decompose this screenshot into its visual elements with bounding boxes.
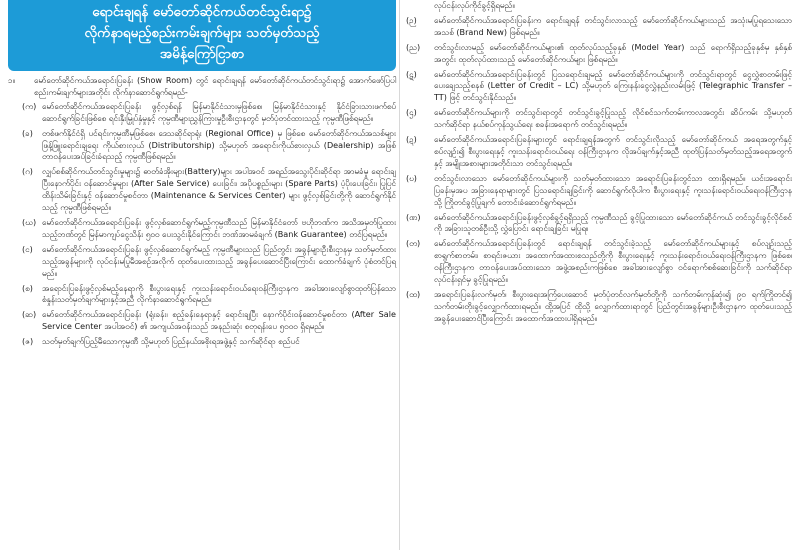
clause-number: (ဏ) (406, 211, 421, 222)
clause-text: မော်တော်ဆိုင်ကယ်အရောင်းပြခန်းဖွင့်လှစ်ခွင့်ရရှိသည့် ကုမ္ပဏီသည် ခွင့်ပြုထားသော မော်တော်ဆိုင်ကယ် တင်သွင်းခွင့်လိုင်စင်ကို အခြားသူတစ်ဦးသို့ လွှဲပြောင်း ရောင်းချခြင်း မပြုရ။ (434, 211, 792, 234)
paragraph-number: ၁။ (8, 75, 16, 85)
clause-text: မော်တော်ဆိုင်ကယ်များကို တင်သွင်းရာတွင် တင်သွင်းခွင့်ပြုသည့် လိုင်စင်သက်တမ်းကာလအတွင်း ဆိပ်ကမ်း သို့မဟုတ် သက်ဆိုင်ရာ နယ်စပ်ကုန်သွယ်ရေး စခန်းအရောက် တင်သွင်းရမည်။ (434, 107, 792, 130)
clause-nya (404, 15, 792, 39)
clause-text: မော်တော်ဆိုင်ကယ်အရောင်းပြခန်းတွင် ရောင်းချရန် တင်သွင်းခဲ့သည့် မော်တော်ဆိုင်ကယ်များနှင့် စပ်လျဉ်းသည့် စာရွက်စာတမ်း၊ စာရင်းဇယား အထောက်အထားစသည်တို့ကို စီးပွားရေးနှင့် ကူးသန်းရောင်းဝယ်ရေးဝန်ကြီးဌာနက ဖြစ်စေ၊ ဝန်ကြီးဌာနက တာဝန်ပေးအပ်ထားသော အဖွဲ့အစည်းကဖြစ်စေ အခါအားလျော်စွာ ဝင်ရောက်စစ်ဆေးခြင်းကို သက်ဆိုင်ရာ လုပ်ငန်းရှင်မှ ခွင့်ပြုရမည်။ (434, 238, 792, 285)
notice-title-banner (8, 0, 396, 71)
clause-number: (ဌ) (406, 107, 417, 118)
clause-hta (404, 289, 792, 325)
clause-number: (ဆ) (22, 309, 37, 320)
title-line-1: ရောင်းချရန် မော်တော်ဆိုင်ကယ်တင်သွင်းရာ၌ (92, 4, 312, 20)
clause-ga (8, 166, 396, 214)
clause-nna (404, 212, 792, 236)
clause-nga (8, 244, 396, 280)
clause-text: တင်သွင်းလာသော မော်တော်ဆိုင်ကယ်များကို သတ်မှတ်ထားသော အရောင်းပြခန်းတွင်သာ ထားရှိရမည်။ ယင်းအရောင်းပြခန်းမှအပ အခြားနေရာများတွင် ပြသရောင်းချခြင်းကို ဆောင်ရွက်လိုပါက စီးပွားရေးနှင့် ကူးသန်းရောင်းဝယ်ရေးဝန်ကြီးဌာနသို့ ကြိုတင်ခွင့်ပြုချက် တောင်းခံဆောင်ရွက်ရမည်။ (434, 172, 792, 207)
clause-number: (ဋ) (406, 68, 417, 79)
clause-text: လျှပ်စစ်ဆိုင်ကယ်တင်သွင်းမှုများ၌ ဓာတ်ခံအိုးများ(Battery)များ အပါအဝင် အရည်အသွေးပိုင်းဆိုင်ရာ အာမခံမှု ရောင်းချပြီးနောက်ပိုင်း ဝန်ဆောင်မှုများ (After Sale Service) ပေးခြင်း၊ အပိုပစ္စည်းများ (Spare Parts) ပံ့ပိုးပေးခြင်း၊ ပြုပြင်ထိန်းသိမ်းခြင်းနှင့် ဝန်ဆောင်မှုစင်တာ (Maintenance & Services Center) များ ဖွင့်လှစ်ခြင်းတို့ကို ဆောင်ရွက်နိုင်သည့် ကုမ္ပဏီဖြစ်ရမည်။ (42, 166, 396, 213)
clause-hsa (8, 309, 396, 333)
column-divider (399, 0, 400, 550)
clause-text: မော်တော်ဆိုင်ကယ်အရောင်းပြခန်း ဖွင့်လှစ်ရန် မြန်မာနိုင်ငံသားမှဖြစ်စေ၊ မြန်မာနိုင်ငံသားနှင့် နိုင်ငံခြားသားဖက်စပ်ဆောင်ရွက်ခြင်းဖြစ်စေ ရင်းနှီးမြှုပ်နှံမှုနှင့် ကုမ္ပဏီများညွှန်ကြားမှုဦးစီးဌာနတွင် မှတ်ပုံတင်ထားသည့် ကုမ္ပဏီဖြစ်ရမည်။ (42, 100, 396, 123)
clause-number: (ဇ) (22, 336, 34, 347)
clause-text: တစ်ဖက်နိုင်ငံရှိ ပင်ရင်းကုမ္ပဏီမှဖြစ်စေ၊ ဒေသဆိုင်ရာရုံး (Regional Office) မှ ဖြစ်စေ မော်တော်ဆိုင်ကယ်အသစ်များ ဖြန့်ဖြူးရောင်းချရေး ကိုယ်စားလှယ် (Distributorship) သို့မဟုတ် အရောင်းကိုယ်စားလှယ် (Dealership) အဖြစ် တာဝန်ပေးအပ်ခြင်းခံရသည့် ကုမ္ပဏီဖြစ်ရမည်။ (42, 127, 396, 162)
clause-number: (င) (22, 243, 33, 254)
paragraph-text: မော်တော်ဆိုင်ကယ်အရောင်းပြခန်း (Show Room) တွင် ရောင်းချရန် မော်တော်ဆိုင်ကယ်တင်သွင်းရာ၌ အောက်ဖော်ပြပါ စည်းကမ်းချက်များအတိုင်း လိုက်နာဆောင်ရွက်ရမည်- (34, 75, 396, 97)
clause-text: မော်တော်ဆိုင်ကယ်အရောင်းပြခန်း ဖွင့်လှစ်ဆောင်ရွက်မည့် ကုမ္ပဏီများသည် ပြည်တွင်း အခွန်များဦးစီးဌာနမှ သတ်မှတ်ထားသည့်အခွန်များကို လုပ်ငန်းမပြုမီအစဉ်အလိုက် ထုတ်ပေးထားသည့် အခွန်ပေးဆောင်ပြီးကြောင်း ထောက်ခံချက် ပုံစံတင်ပြရမည်။ (42, 243, 396, 278)
clause-ddha (404, 173, 792, 209)
clause-text: အရောင်းပြခန်းဖွင့်လှစ်မည့်နေရာကို စီးပွားရေးနှင့် ကူးသန်းရောင်းဝယ်ရေးဝန်ကြီးဌာနက အခါအားလျော်စွာထုတ်ပြန်သော စံနှုန်းသတ်မှတ်ချက်များနှင့်အညီ လိုက်နာဆောင်ရွက်ရမည်။ (42, 282, 396, 305)
clause-nnya (404, 42, 792, 66)
clause-number: (တ) (406, 238, 421, 249)
clause-tta (404, 69, 792, 105)
clause-ka (8, 101, 396, 125)
clause-number: (စ) (22, 282, 33, 293)
clause-htta (404, 107, 792, 131)
clause-text: အရောင်းပြခန်းလက်မှတ်၊ စီးပွားရေးအကြံပေးဆောင် မှတ်ပုံတင်လက်မှတ်တို့ကို သက်တမ်းကုန်ဆုံး၍ ၉၀ ရက်ကြိုတင်၍ သက်တမ်းတိုးခွင့်လျှောက်ထားရမည်။ ထို့အပြင် ထိုသို့ လျှောက်ထားရာတွင် ပြည်တွင်းအခွန်များဦးစီးဌာနက ထုတ်ပေးသည့် အခွန်ပေးဆောင်ပြီးကြောင်း အထောက်အထားပါရှိရမည်။ (434, 288, 792, 323)
clause-text: မော်တော်ဆိုင်ကယ်အရောင်းပြခန်းက ရောင်းချရန် တင်သွင်းလာသည့် မော်တော်ဆိုင်ကယ်များသည် အသုံးမပြုရသေးသောအသစ် (Brand New) ဖြစ်ရမည်။ (434, 14, 792, 37)
clause-text: သတ်မှတ်ချက်ပြည့်မီသောကုမ္ပဏီ သို့မဟုတ် ပြည်နယ်အစိုးရအဖွဲ့နှင့် သက်ဆိုင်ရာ စည်ပင် (42, 336, 300, 347)
clause-number: (ဉ) (406, 14, 417, 25)
clause-continuation (404, 0, 792, 12)
left-column (8, 0, 396, 351)
clause-number: (က) (22, 100, 37, 111)
clause-number: (ခ) (22, 127, 33, 138)
clause-text: မော်တော်ဆိုင်ကယ်အရောင်းပြခန်း (ရုံးခန်း၊ စည့်ခန်းနေရာနှင့် ရောင်းချပြီး နောက်ပိုင်းဝန်ဆောင်မှုစင်တာ (After Sale Service Center အပါအဝင်) ၏ အကျယ်အဝန်းသည် အနည်းဆုံး စတုရန်းပေ ၅၀၀၀ ရှိရမည်။ (42, 309, 396, 332)
clause-text: တင်သွင်းလာမည့် မော်တော်ဆိုင်ကယ်များ၏ ထုတ်လုပ်သည့်ခုနှစ် (Model Year) သည် ရောက်ရှိသည့်ခုနှစ်မှ နှစ်နှစ်အတွင်း ထုတ်လုပ်ထားသည့် မော်တော်ဆိုင်ကယ်များ ဖြစ်ရမည်။ (434, 41, 792, 64)
clause-number: (ဎ) (406, 172, 417, 183)
clause-text: မော်တော်ဆိုင်ကယ်အရောင်းပြခန်း ဖွင့်လှစ်ဆောင်ရွက်မည့်ကုမ္ပဏီသည် မြန်မာနိုင်ငံတော် ဗဟိုဘဏ်က အသိအမှတ်ပြုထားသည့်ဘဏ်တွင် မြန်မာကျပ်ငွေသိန်း ၅၀၀ ပေးသွင်းနိုင်ကြောင်း ဘဏ်အာမခံချက် (Bank Guarantee) တင်ပြရမည်။ (42, 216, 396, 239)
clause-number: (ည) (406, 41, 421, 52)
clause-number: (ဂ) (22, 166, 33, 177)
clause-ta (404, 238, 792, 286)
clause-number: (ထ) (406, 288, 421, 299)
clause-number: (ဍ) (406, 134, 417, 145)
clause-dda (404, 134, 792, 170)
clause-number-blank (404, 0, 434, 12)
clause-za (8, 336, 396, 348)
title-line-3: အမိန့်ကြော်ငြာစာ (159, 46, 245, 62)
clause-text: မော်တော်ဆိုင်ကယ်အရောင်းပြခန်းတွင် ပြသရောင်းချမည့် မော်တော်ဆိုင်ကယ်များကို တင်သွင်းရာတွင် ငွေလွှဲစာတမ်းဖြင့်ပေးချေသည့်စနစ် (Letter of Credit – LC) သို့မဟုတ် ကြေးနန်းငွေလွှဲနည်းလမ်းဖြင့် (Telegraphic Transfer – TT) ဖြင့် တင်သွင်းနိုင်သည်။ (434, 68, 792, 103)
clause-sa (8, 283, 396, 307)
clause-kha (8, 128, 396, 164)
intro-paragraph (8, 75, 396, 99)
clause-gha (8, 217, 396, 241)
clause-number: (ဃ) (22, 216, 37, 227)
right-column (404, 0, 792, 328)
title-line-2: လိုက်နာရမည့်စည်းကမ်းချက်များ သတ်မှတ်သည့် (84, 25, 320, 41)
clause-text: မော်တော်ဆိုင်ကယ်အရောင်းပြခန်းများတွင် ရောင်းချရန်အတွက် တင်သွင်းလိုသည့် မော်တော်ဆိုင်ကယ် အရေအတွက်နှင့်စပ်လျဉ်း၍ စီးပွားရေးနှင့် ကူးသန်းရောင်းဝယ်ရေး ဝန်ကြီးဌာနက လိုအပ်ချက်နှင့်အညီ ထုတ်ပြန်သတ်မှတ်သည့်အရေအတွက်နှင့် အမျိုးအစားများအတိုင်းသာ တင်သွင်းရမည်။ (434, 134, 792, 168)
clause-text: လုပ်ငန်းလုပ်ကိုင်ခွင့်ရှိရမည်။ (434, 0, 515, 10)
